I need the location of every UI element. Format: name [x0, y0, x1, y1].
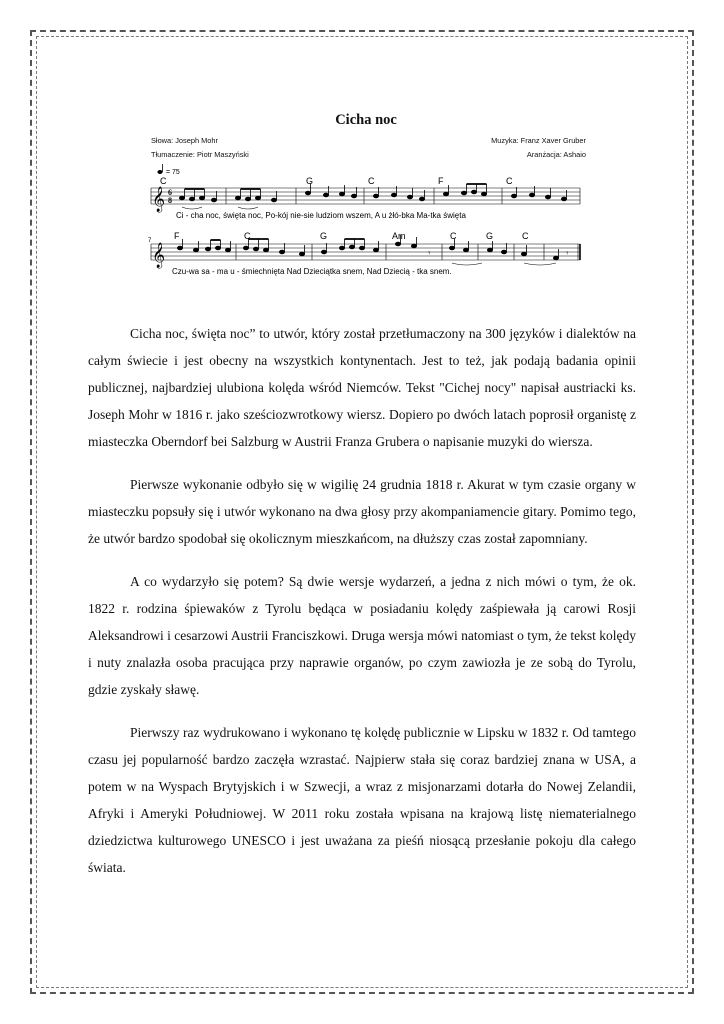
music-credit: Muzyka: Franz Xaver Gruber [491, 136, 586, 145]
chord: C [244, 231, 251, 241]
rest-icon: 𝄾 [566, 249, 569, 259]
sheet-music [146, 112, 586, 287]
chord: G [320, 231, 328, 241]
notes-line-1 [179, 184, 566, 202]
chord: G [486, 231, 494, 241]
song-title: Cicha noc [335, 112, 397, 128]
chord: C [368, 176, 375, 186]
staff-2 [151, 244, 580, 260]
translation-credit: Tłumaczenie: Piotr Maszyński [151, 150, 249, 159]
chord: F [174, 231, 180, 241]
chord: G [306, 176, 314, 186]
chord: F [438, 176, 444, 186]
tempo-mark [157, 164, 180, 176]
measure-number: 7 [148, 238, 152, 244]
chord: Am [392, 231, 406, 241]
arrangement-credit: Aranżacja: Ashaio [526, 150, 586, 159]
time-signature-top: 6 [168, 188, 172, 197]
chord: C [450, 231, 457, 241]
chord: C [160, 176, 167, 186]
chord: C [522, 231, 529, 241]
rest-icon: 𝄾 [428, 249, 431, 259]
tempo-label: = 75 [166, 169, 180, 176]
lyrics-line-1: Ci - cha noc, święta noc, Po-kój nie-sie ludziom wszem, A u żłó-bka Ma-tka święta [176, 211, 466, 220]
paragraph: A co wydarzyło się potem? Są dwie wersje wydarzeń, a jedna z nich mówi o tym, że ok. 1822 r. rodzina śpiewaków z Tyrolu będąca w posiadaniu kolędy zaśpiewała ją carowi Rosji Aleksandrowi i cesarzowi Austrii Franciszkowi. Druga wersja mówi natomiast o tym, że tekst kolędy i nuty znalazła osoba pracująca przy naprawie organów, po czym zawiozła je ze sobą do Tyrolu, gdzie zyskały sławę. [88, 574, 636, 697]
time-signature-bottom: 8 [168, 196, 172, 205]
music-staves [146, 162, 586, 287]
lyrics-credit: Słowa: Joseph Mohr [151, 136, 218, 145]
article-body [88, 320, 636, 897]
treble-clef-icon: 𝄞 [152, 187, 166, 212]
paragraph: Pierwsze wykonanie odbyło się w wigilię 24 grudnia 1818 r. Akurat w tym czasie organy w miasteczku popsuły się i utwór wykonano na dwa głosy przy akompaniamencie gitary. Pomimo tego, że utwór bardzo spodobał się okolicznym mieszkańcom, na dłuższy czas został zapomniany. [88, 477, 636, 546]
treble-clef-icon: 𝄞 [152, 243, 166, 268]
lyrics-line-2: Czu-wa sa - ma u - śmiechnięta Nad Dzieciątka snem, Nad Dziecią - tka snem. [172, 267, 452, 276]
paragraph: Pierwszy raz wydrukowano i wykonano tę kolędę publicznie w Lipsku w 1832 r. Od tamtego czasu jej popularność bardzo zaczęła wzrastać. Najpierw stała się coraz bardziej znana w USA, a potem w na Wyspach Brytyjskich i w Szwecji, a wraz z misjonarzami dotarła do Nowej Zelandii, Afryki i Ameryki Południowej. W 2011 roku została wpisana na krajową listę niematerialnego dziedzictwa kulturowego UNESCO i jest uważana za pieśń niosącą przesłanie pokoju dla całego świata. [88, 725, 636, 875]
paragraph: Cicha noc, święta noc” to utwór, który został przetłumaczony na 300 języków i dialektów na całym świecie i jest obecny na wszystkich kontynentach. Jest to też, jak podają badania opinii publicznej, najbardziej ulubiona kolęda wśród Niemców. Tekst "Cichej nocy" napisał austriacki ks. Joseph Mohr w 1816 r. jako sześciozwrotkowy wiersz. Dopiero po dwóch latach poprosił organistę z miasteczka Oberndorf bei Salzburg w Austrii Franza Grubera o napisanie muzyki do wiersza. [88, 326, 636, 449]
chord: C [506, 176, 513, 186]
